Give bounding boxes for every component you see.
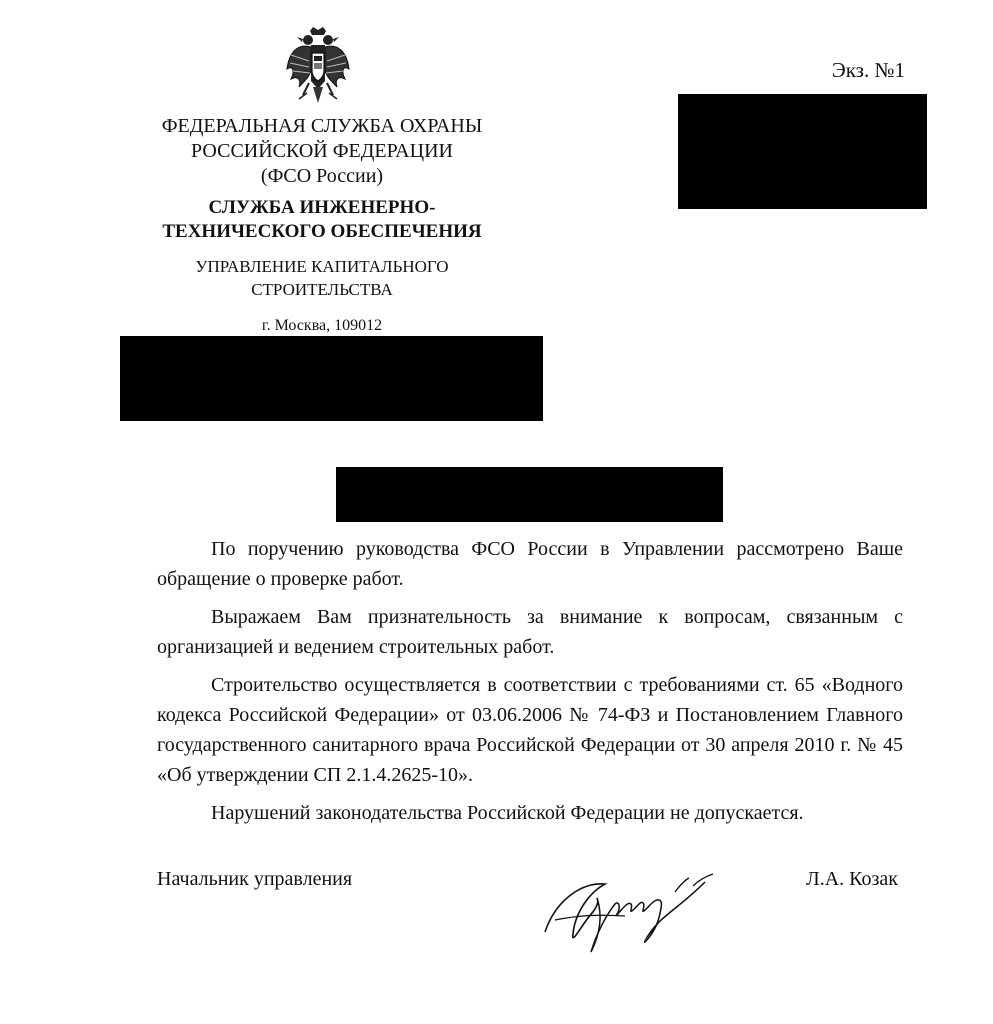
eagle-emblem-icon — [283, 25, 353, 109]
department-line: СТРОИТЕЛЬСТВА — [251, 280, 393, 299]
copy-number: Экз. №1 — [831, 58, 905, 82]
handwritten-signature — [535, 862, 725, 957]
org-line: РОССИЙСКОЙ ФЕДЕРАЦИИ — [191, 140, 453, 162]
body-paragraph: Строительство осуществляется в соответствии с требованиями ст. 65 «Водного кодекса Российской Федерации» от 03.06.2006 № 74-ФЗ и Постановлением Главного государственного санитарного врача Российской Федерации от 30 апреля 2010 г. № 45 «Об утверждении СП 2.1.4.2625-10». — [157, 674, 903, 786]
signatory-name: Л.А. Козак — [806, 868, 898, 890]
department-name — [120, 255, 524, 301]
redacted-reference — [120, 336, 543, 421]
org-line: (ФСО России) — [260, 165, 384, 187]
org-line: ФЕДЕРАЛЬНАЯ СЛУЖБА ОХРАНЫ — [161, 115, 483, 137]
department-line: УПРАВЛЕНИЕ КАПИТАЛЬНОГО — [195, 257, 449, 276]
redacted-addressee — [678, 94, 927, 209]
body-paragraph: По поручению руководства ФСО России в Управлении рассмотрено Ваше обращение о проверке работ. — [157, 538, 903, 590]
org-name — [120, 114, 524, 189]
signatory-title: Начальник управления — [157, 868, 353, 890]
body-paragraph: Нарушений законодательства Российской Федерации не допускается. — [211, 802, 804, 824]
service-line: ТЕХНИЧЕСКОГО ОБЕСПЕЧЕНИЯ — [162, 221, 482, 242]
service-line: СЛУЖБА ИНЖЕНЕРНО- — [208, 197, 436, 218]
city-postcode: г. Москва, 109012 — [261, 317, 383, 334]
redacted-subject — [336, 467, 723, 522]
body-paragraph: Выражаем Вам признательность за внимание к вопросам, связанным с организацией и ведением строительных работ. — [157, 606, 903, 658]
service-name — [120, 196, 524, 244]
letter-body — [157, 534, 903, 836]
